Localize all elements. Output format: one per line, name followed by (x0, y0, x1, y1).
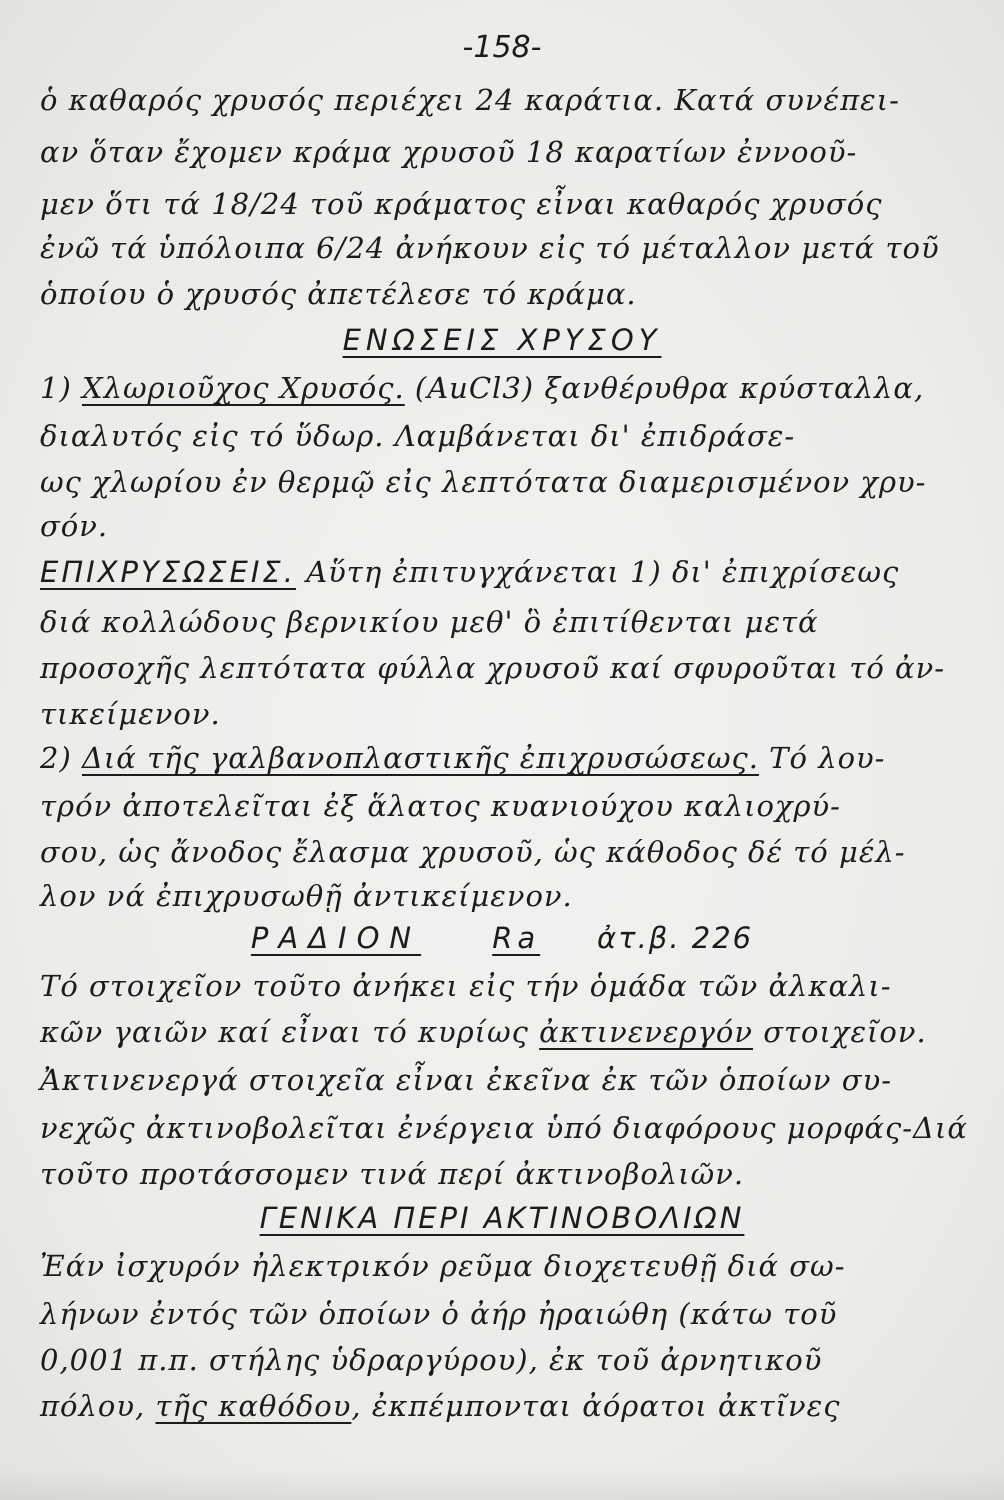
galvano-text: Τό λου- (769, 741, 886, 775)
gilding-line-2: διά κολλώδους βερνικίου μεθ' ὃ ἐπιτίθενται μετά (40, 605, 819, 639)
text-line-4: ἐνῶ τά ὑπόλοιπα 6/24 ἀνήκουν εἰς τό μέταλλον μετά τοῦ (40, 231, 940, 265)
chloride-title: Χλωριοῦχος Χρυσός. (81, 371, 405, 405)
heading-radiations-text: ΓΕΝΙΚΑ ΠΕΡΙ ΑΚΤΙΝΟΒΟΛΙΩΝ (259, 1201, 745, 1235)
gilding-text: Αὕτη ἐπιτυγχάνεται 1) δι' ἐπιχρίσεως (306, 555, 900, 589)
radium-line-4: νεχῶς ἀκτινοβολεῖται ἐνέργεια ὑπό διαφόρους μορφάς-Διά (40, 1111, 968, 1145)
chloride-line-4: σόν. (40, 509, 109, 543)
gilding-title: ΕΠΙΧΡΥΣΩΣΕΙΣ. (40, 555, 296, 589)
chloride-line-2: διαλυτός εἰς τό ὕδωρ. Λαμβάνεται δι' ἐπιδράσε- (40, 419, 796, 453)
radiation-line-3: 0,001 π.π. στήλης ὑδραργύρου), ἐκ τοῦ ἀρνητικοῦ (40, 1343, 823, 1377)
radium-line-2-a: κῶν γαιῶν καί εἶναι τό κυρίως (40, 1015, 529, 1049)
radium-line-2-b: στοιχεῖον. (763, 1015, 927, 1049)
radium-atomic-weight: ἀτ.β. 226 (597, 921, 754, 955)
galvano-title: Διά τῆς γαλβανοπλαστικῆς ἐπιχρυσώσεως. (81, 741, 759, 775)
radiation-line-2: λήνων ἐντός τῶν ὁποίων ὁ ἀήρ ἠραιώθη (κάτω τοῦ (40, 1297, 838, 1331)
gilding-line-1 (40, 550, 899, 594)
galvano-line-4: λον νά ἐπιχρυσωθῇ ἀντικείμενον. (40, 879, 573, 913)
text-line-2: αν ὅταν ἔχομεν κράμα χρυσοῦ 18 καρατίων ἐννοοῦ- (40, 135, 858, 169)
section-heading-radium (0, 916, 1004, 960)
galvano-number: 2) (40, 741, 72, 775)
radiation-line-1: Ἐάν ἰσχυρόν ἠλεκτρικόν ρεῦμα διοχετευθῇ διά σω- (40, 1249, 846, 1283)
text-line-5: ὁποίου ὁ χρυσός ἀπετέλεσε τό κράμα. (40, 277, 637, 311)
radiation-line-4-underlined: τῆς καθόδου (155, 1389, 352, 1423)
chloride-number: 1) (40, 371, 72, 405)
galvano-line-1 (40, 736, 885, 780)
radiation-line-4 (40, 1384, 840, 1428)
radiation-line-4-b: , ἐκπέμπονται ἀόρατοι ἀκτῖνες (351, 1389, 841, 1423)
radium-line-3: Ἀκτινενεργά στοιχεῖα εἶναι ἐκεῖνα ἐκ τῶν ὁποίων συ- (40, 1063, 892, 1097)
galvano-line-2: τρόν ἀποτελεῖται ἐξ ἅλατος κυανιούχου καλιοχρύ- (40, 789, 841, 823)
radium-line-1: Τό στοιχεῖον τοῦτο ἀνήκει εἰς τήν ὁμάδα τῶν ἀλκαλι- (40, 969, 892, 1003)
radiation-line-4-a: πόλου, (40, 1389, 146, 1423)
radium-symbol: Ra (492, 921, 541, 955)
page-number: -158- (462, 30, 542, 65)
section-heading-radiations (0, 1196, 1004, 1240)
gilding-line-4: τικείμενον. (40, 697, 221, 731)
radium-line-2 (40, 1010, 927, 1054)
chloride-text: ξανθέρυθρα κρύσταλλα, (544, 371, 925, 405)
chloride-formula: (AuCl3) (414, 371, 535, 405)
radium-title: ΡΑΔΙΟΝ (250, 921, 422, 955)
text-line-3: μεν ὅτι τά 18/24 τοῦ κράματος εἶναι καθαρός χρυσός (40, 187, 883, 221)
galvano-line-3: σου, ὡς ἄνοδος ἔλασμα χρυσοῦ, ὡς κάθοδος δέ τό μέλ- (40, 835, 906, 869)
page-bottom-shade (0, 1470, 1004, 1500)
section-heading-compounds (0, 318, 1004, 362)
text-line-1: ὁ καθαρός χρυσός περιέχει 24 καράτια. Κατά συνέπει- (40, 83, 900, 117)
chloride-line-3: ως χλωρίου ἐν θερμῷ εἰς λεπτότατα διαμερισμένον χρυ- (40, 465, 927, 499)
gilding-line-3: προσοχῆς λεπτότατα φύλλα χρυσοῦ καί σφυροῦται τό ἀν- (40, 651, 946, 685)
radium-line-5: τοῦτο προτάσσομεν τινά περί ἀκτινοβολιῶν. (40, 1157, 745, 1191)
heading-compounds-text: ΕΝΩΣΕΙΣ ΧΡΥΣΟΥ (342, 323, 662, 357)
chloride-line-1 (40, 366, 924, 410)
radium-line-2-underlined: ἀκτινενεργόν (539, 1015, 753, 1049)
